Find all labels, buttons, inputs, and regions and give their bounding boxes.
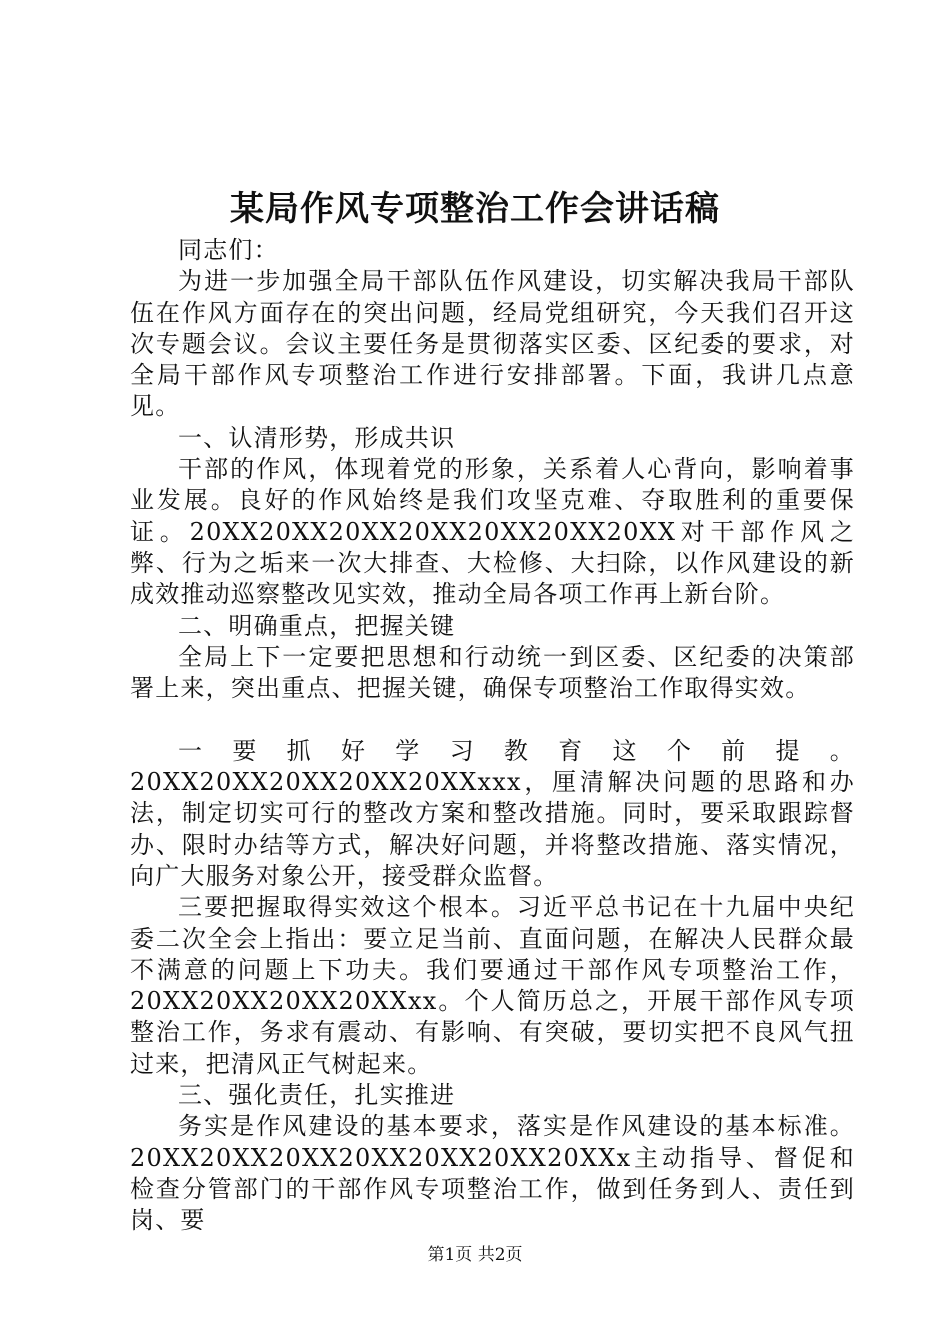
paragraph-section-3: 务实是作风建设的基本要求，落实是作风建设的基本标准。20XX20XX20XX20XX20XX20XX20XXx主动指导、督促和检查分管部门的干部作风专项整治工作，做到任务到人、责任到岗、要 (130, 1112, 855, 1235)
salutation: 同志们： (178, 236, 279, 264)
paragraph-point-1: 一要抓好学习教育这个前提。20XX20XX20XX20XX20XXxxx，厘清解决问题的思路和办法，制定切实可行的整改方案和整改措施。同时，要采取跟踪督办、限时办结等方式，解决好问题，并将整改措施、落实情况，向广大服务对象公开，接受群众监督。 (130, 736, 855, 890)
page-footer: 第1页 共2页 (427, 1245, 523, 1265)
paragraph-point-3: 三要把握取得实效这个根本。习近平总书记在十九届中央纪委二次全会上指出：要立足当前、直面问题，在解决人民群众最不满意的问题上下功夫。我们要通过干部作风专项整治工作，20XX20XX20XX20XXxx。个人简历总之，开展干部作风专项整治工作，务求有震动、有影响、有突破，要切实把不良风气扭过来，把清风正气树起来。 (130, 893, 855, 1078)
page-title: 某局作风专项整治工作会讲话稿 (230, 189, 720, 229)
blank-line (130, 704, 855, 735)
paragraph-section-2: 全局上下一定要把思想和行动统一到区委、区纪委的决策部署上来，突出重点、把握关键，确保专项整治工作取得实效。 (130, 642, 855, 703)
section-heading-3: 三、强化责任，扎实推进 (178, 1081, 456, 1110)
section-heading-2: 二、明确重点，把握关键 (178, 611, 456, 640)
paragraph-intro: 为进一步加强全局干部队伍作风建设，切实解决我局干部队伍在作风方面存在的突出问题，经局党组研究，今天我们召开这次专题会议。会议主要任务是贯彻落实区委、区纪委的要求，对全局干部作风专项整治工作进行安排部署。下面，我讲几点意见。 (130, 267, 855, 421)
section-heading-1: 一、认清形势，形成共识 (178, 423, 456, 452)
paragraph-section-1: 干部的作风，体现着党的形象，关系着人心背向，影响着事业发展。良好的作风始终是我们攻坚克难、夺取胜利的重要保证。20XX20XX20XX20XX20XX20XX20XX对干部作风之弊、行为之垢来一次大排查、大检修、大扫除，以作风建设的新成效推动巡察整改见实效，推动全局各项工作再上新台阶。 (130, 455, 855, 609)
document-body (130, 235, 855, 1237)
